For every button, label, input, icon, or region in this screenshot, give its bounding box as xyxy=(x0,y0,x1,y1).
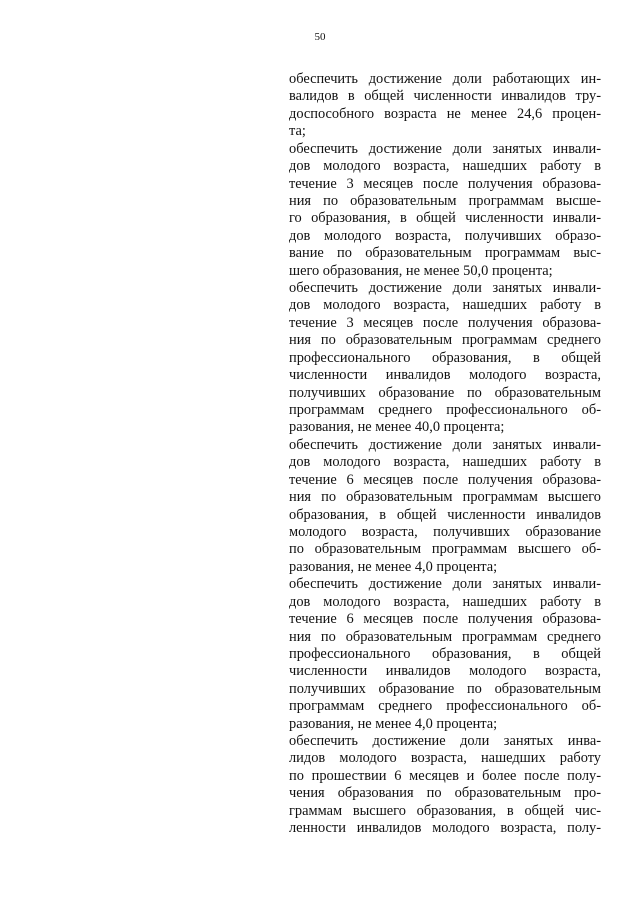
text-line: ния по образовательным программам высшего xyxy=(289,489,601,506)
text-line: программам среднего профессионального об- xyxy=(289,402,601,419)
text-line: доспособного возраста не менее 24,6 процен- xyxy=(289,105,601,122)
text-line: чения образования по образовательным про- xyxy=(289,785,601,802)
text-line: ленности инвалидов молодого возраста, полу- xyxy=(289,820,601,837)
text-line: численности инвалидов молодого возраста, xyxy=(289,663,601,680)
text-line: течение 6 месяцев после получения образова- xyxy=(289,611,601,628)
text-line: вание по образовательным программам выс- xyxy=(289,245,601,262)
text-line: программам среднего профессионального об- xyxy=(289,698,601,715)
text-line: обеспечить достижение доли занятых инвали- xyxy=(289,280,601,297)
text-line: дов молодого возраста, нашедших работу в xyxy=(289,158,601,175)
text-line: обеспечить достижение доли занятых инва- xyxy=(289,733,601,750)
text-line: разования, не менее 4,0 процента; xyxy=(289,715,498,732)
text-line: по образовательным программам высшего об- xyxy=(289,541,601,558)
text-line: дов молодого возраста, получивших образо- xyxy=(289,227,601,244)
text-line: по прошествии 6 месяцев и более после полу- xyxy=(289,767,601,784)
text-line: разования, не менее 40,0 процента; xyxy=(289,419,505,436)
text-line: обеспечить достижение доли работающих ин- xyxy=(289,71,601,87)
text-line: течение 3 месяцев после получения образова- xyxy=(289,314,601,331)
text-line: ния по образовательным программам высше- xyxy=(289,192,601,209)
text-line: обеспечить достижение доли занятых инвали- xyxy=(289,576,601,593)
text-line: го образования, в общей численности инвали- xyxy=(289,210,601,227)
text-line: численности инвалидов молодого возраста, xyxy=(289,367,601,384)
text-line: профессионального образования, в общей xyxy=(289,349,601,366)
text-line: профессионального образования, в общей xyxy=(289,645,601,662)
text-line: течение 6 месяцев после получения образова- xyxy=(289,471,601,488)
text-line: граммам высшего образования, в общей чис- xyxy=(289,802,601,819)
text-line: дов молодого возраста, нашедших работу в xyxy=(289,593,601,610)
text-line: течение 3 месяцев после получения образова- xyxy=(289,175,601,192)
text-line: ния по образовательным программам среднего xyxy=(289,332,601,349)
text-line: дов молодого возраста, нашедших работу в xyxy=(289,297,601,314)
text-line: образования, в общей численности инвалидов xyxy=(289,506,601,523)
text-line: разования, не менее 4,0 процента; xyxy=(289,558,498,575)
text-line: ния по образовательным программам среднего xyxy=(289,628,601,645)
text-line: обеспечить достижение доли занятых инвали- xyxy=(289,436,601,453)
text-line: валидов в общей численности инвалидов тру- xyxy=(289,88,601,105)
text-line: получивших образование по образовательным xyxy=(289,384,601,401)
document-body xyxy=(289,71,601,838)
text-line: молодого возраста, получивших образование xyxy=(289,523,601,540)
text-line: обеспечить достижение доли занятых инвали- xyxy=(289,140,601,157)
text-line: шего образования, не менее 50,0 процента; xyxy=(289,262,553,279)
text-line: та; xyxy=(289,123,306,140)
text-line: получивших образование по образовательным xyxy=(289,680,601,697)
text-line: дов молодого возраста, нашедших работу в xyxy=(289,454,601,471)
text-line: лидов молодого возраста, нашедших работу xyxy=(289,750,601,767)
page-number: 50 xyxy=(314,31,326,43)
